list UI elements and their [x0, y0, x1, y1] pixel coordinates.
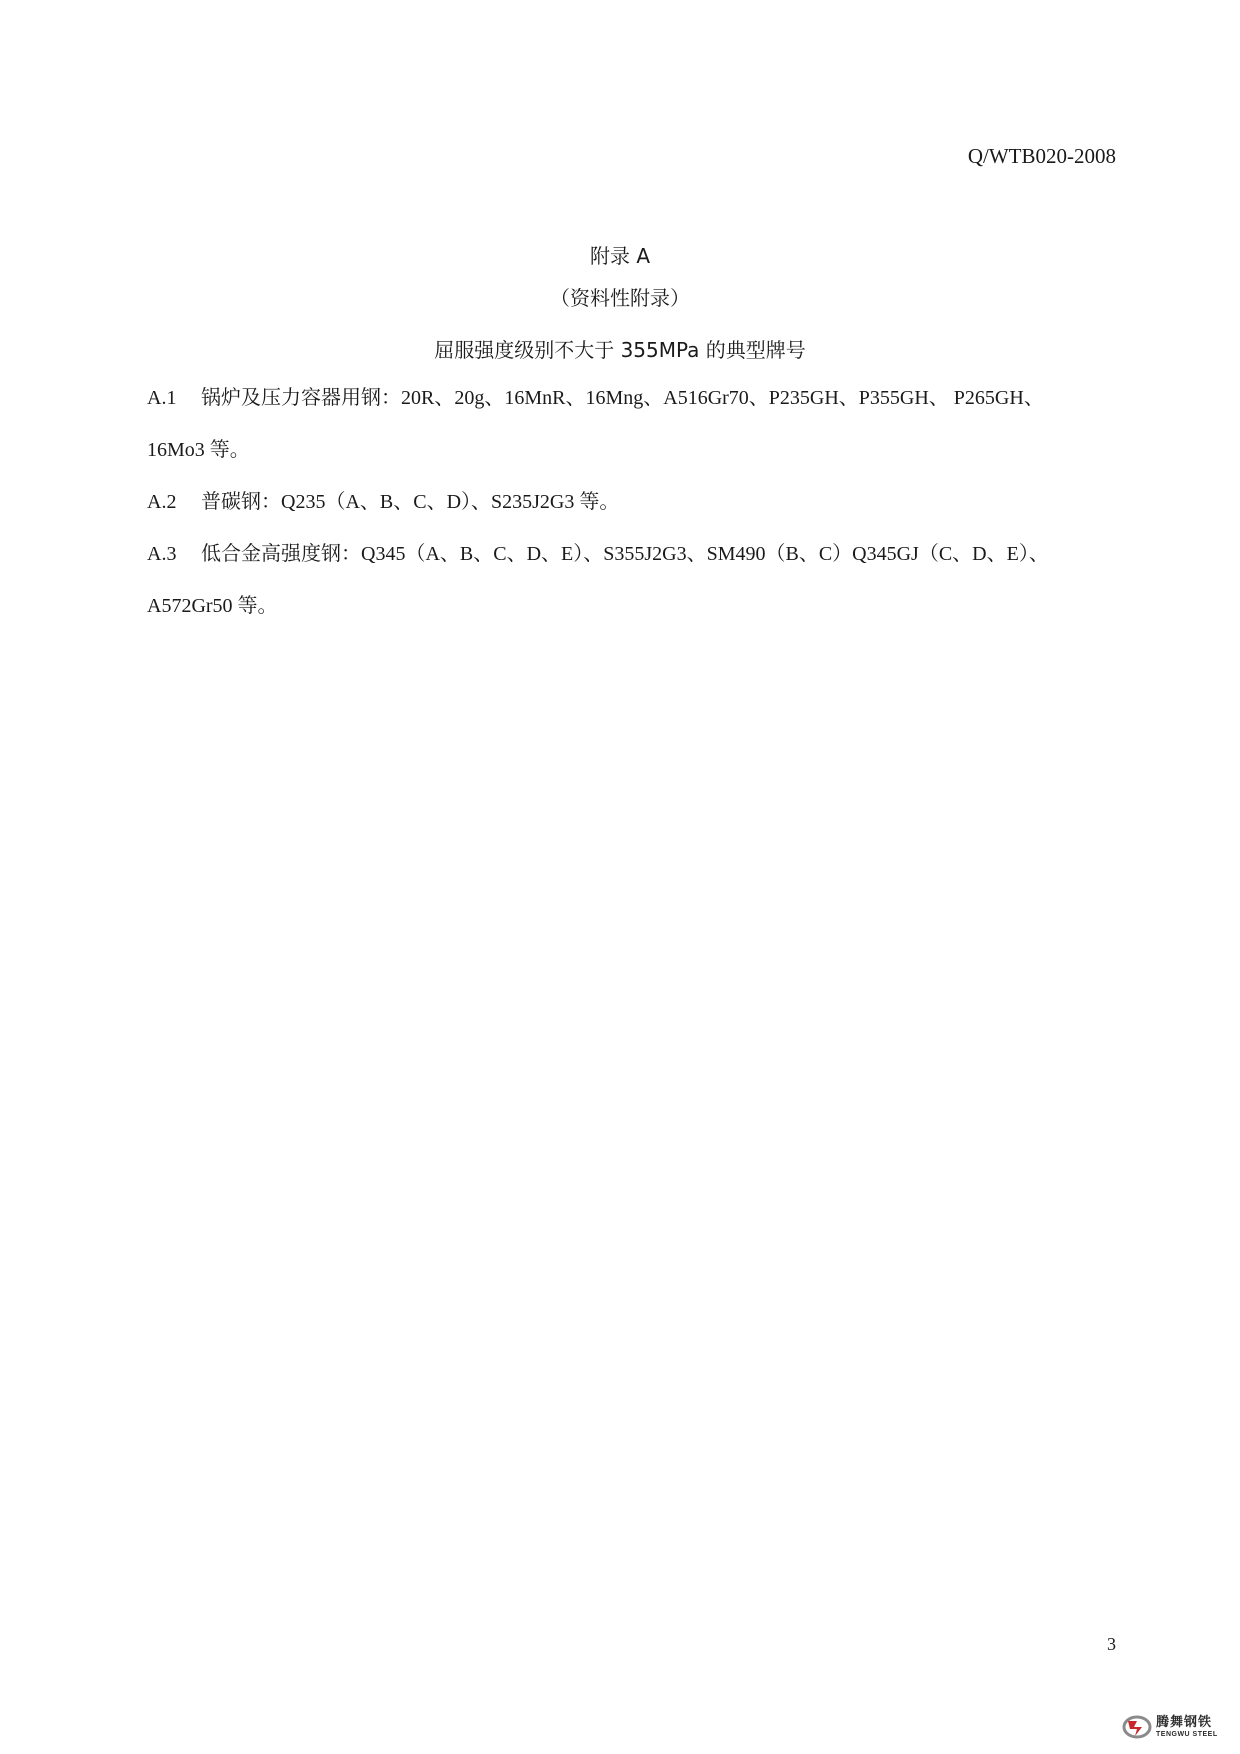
clause-text: 低合金高强度钢：Q345（A、B、C、D、E）、S355J2G3、SM490（B、C）Q345GJ（C、D、E）、: [201, 543, 1049, 565]
clause-a3-line1: [147, 528, 1123, 580]
clause-text: 锅炉及压力容器用钢：20R、20g、16MnR、16Mng、A516Gr70、P235GH、P355GH、 P265GH、: [201, 387, 1044, 409]
clause-number: A.3: [147, 543, 177, 565]
logo-text: [1156, 1716, 1218, 1738]
appendix-subtitle: （资料性附录）: [550, 286, 690, 310]
appendix-title: 附录 A: [589, 244, 651, 268]
clause-a3: [147, 528, 1123, 632]
document-code: Q/WTB020-2008: [967, 144, 1116, 168]
clause-a1-line2: 16Mo3 等。: [147, 439, 250, 461]
logo-name-cn: 腾舞钢铁: [1156, 1715, 1213, 1730]
clause-a1: [147, 372, 1123, 476]
section-heading: 屈服强度级别不大于 355MPa 的典型牌号: [434, 338, 806, 362]
clause-a2: [147, 476, 1123, 528]
page-number: 3: [1107, 1634, 1116, 1654]
clause-number: A.1: [147, 387, 177, 409]
clause-text: 普碳钢：Q235（A、B、C、D）、S235J2G3 等。: [201, 491, 620, 513]
clause-a1-line1: [147, 372, 1123, 424]
clause-a2-line1: [147, 476, 1123, 528]
clause-a3-line2: A572Gr50 等。: [147, 595, 278, 617]
tengwu-logo: [1122, 1710, 1230, 1744]
tengwu-logo-icon: [1122, 1712, 1152, 1742]
clause-number: A.2: [147, 491, 177, 513]
logo-name-en: TENGWU STEEL: [1156, 1731, 1218, 1738]
